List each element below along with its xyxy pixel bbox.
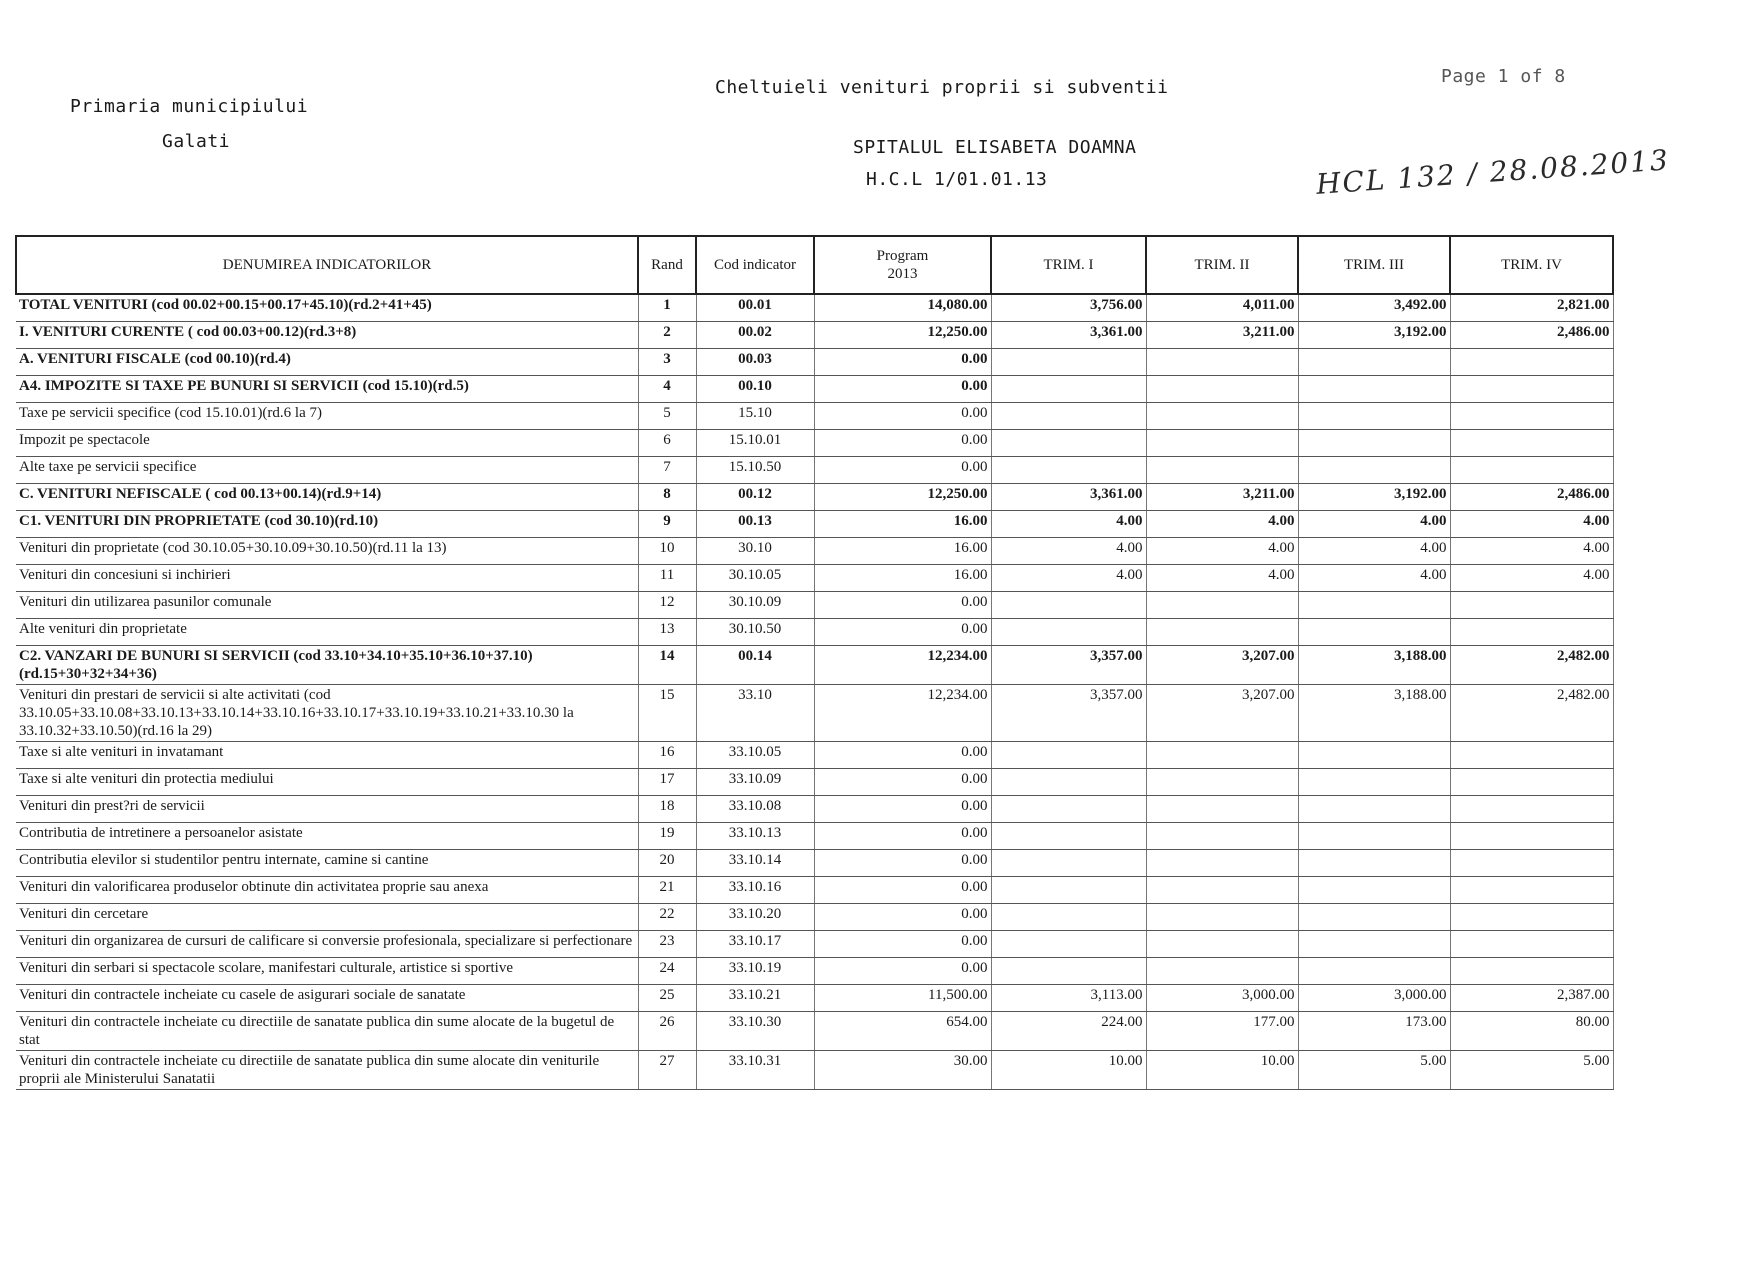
page-indicator: Page 1 of 8 (1441, 66, 1566, 87)
cell-trim1 (991, 592, 1146, 619)
col-header-trim1: TRIM. I (991, 236, 1146, 294)
cell-trim2 (1146, 931, 1298, 958)
cell-name: Contributia elevilor si studentilor pentru internate, camine si cantine (16, 850, 638, 877)
cell-trim4 (1450, 823, 1613, 850)
cell-trim1 (991, 349, 1146, 376)
table-row (16, 349, 1613, 376)
cell-trim1 (991, 376, 1146, 403)
col-header-trim2: TRIM. II (1146, 236, 1298, 294)
cell-cod: 33.10.31 (696, 1051, 814, 1090)
col-header-program (814, 236, 991, 294)
cell-trim1 (991, 850, 1146, 877)
cell-name: Alte taxe pe servicii specifice (16, 457, 638, 484)
cell-rand: 3 (638, 349, 696, 376)
cell-trim1 (991, 958, 1146, 985)
cell-trim3: 3,188.00 (1298, 646, 1450, 685)
cell-trim3: 4.00 (1298, 538, 1450, 565)
cell-trim3: 3,188.00 (1298, 685, 1450, 742)
col-header-name: DENUMIREA INDICATORILOR (16, 236, 638, 294)
cell-rand: 12 (638, 592, 696, 619)
table-row (16, 484, 1613, 511)
cell-trim3 (1298, 850, 1450, 877)
institution-city: Galati (162, 131, 231, 152)
cell-trim2: 3,000.00 (1146, 985, 1298, 1012)
table-row (16, 294, 1613, 322)
cell-rand: 5 (638, 403, 696, 430)
cell-program: 0.00 (814, 850, 991, 877)
cell-name: Venituri din organizarea de cursuri de calificare si conversie profesionala, specializare si perfectionare (16, 931, 638, 958)
cell-program: 16.00 (814, 538, 991, 565)
cell-trim2 (1146, 742, 1298, 769)
cell-trim4 (1450, 349, 1613, 376)
cell-name: Venituri din prestari de servicii si alte activitati (cod 33.10.05+33.10.08+33.10.13+33.10.14+33.10.16+33.10.17+33.10.19+33.10.21+33.10.30 la 33.10.32+33.10.50)(rd.16 la 29) (16, 685, 638, 742)
cell-program: 0.00 (814, 796, 991, 823)
table-header-row (16, 236, 1613, 294)
cell-cod: 33.10.20 (696, 904, 814, 931)
cell-trim1: 3,361.00 (991, 484, 1146, 511)
cell-program: 0.00 (814, 430, 991, 457)
cell-rand: 6 (638, 430, 696, 457)
cell-name: Venituri din concesiuni si inchirieri (16, 565, 638, 592)
cell-trim2 (1146, 958, 1298, 985)
cell-cod: 33.10.09 (696, 769, 814, 796)
cell-trim3 (1298, 742, 1450, 769)
cell-program: 11,500.00 (814, 985, 991, 1012)
cell-trim3 (1298, 931, 1450, 958)
cell-trim2: 4.00 (1146, 538, 1298, 565)
cell-name: Venituri din prest?ri de servicii (16, 796, 638, 823)
cell-trim3 (1298, 769, 1450, 796)
institution-name: Primaria municipiului (70, 96, 309, 117)
cell-cod: 33.10.13 (696, 823, 814, 850)
cell-name: Venituri din contractele incheiate cu directiile de sanatate publica din sume alocate de la bugetul de stat (16, 1012, 638, 1051)
cell-trim3 (1298, 823, 1450, 850)
cell-cod: 30.10.05 (696, 565, 814, 592)
cell-trim4 (1450, 592, 1613, 619)
cell-rand: 13 (638, 619, 696, 646)
table-row (16, 619, 1613, 646)
cell-program: 0.00 (814, 823, 991, 850)
cell-trim3: 3,192.00 (1298, 322, 1450, 349)
cell-program: 0.00 (814, 904, 991, 931)
cell-program: 654.00 (814, 1012, 991, 1051)
cell-cod: 00.03 (696, 349, 814, 376)
cell-cod: 00.13 (696, 511, 814, 538)
cell-rand: 20 (638, 850, 696, 877)
table-row (16, 403, 1613, 430)
cell-name: C1. VENITURI DIN PROPRIETATE (cod 30.10)(rd.10) (16, 511, 638, 538)
cell-trim4 (1450, 877, 1613, 904)
cell-trim2 (1146, 376, 1298, 403)
col-header-program-label: Program (876, 248, 929, 264)
cell-trim2: 177.00 (1146, 1012, 1298, 1051)
col-header-rand: Rand (638, 236, 696, 294)
table-row (16, 565, 1613, 592)
cell-trim2: 4,011.00 (1146, 294, 1298, 322)
cell-trim2 (1146, 619, 1298, 646)
cell-rand: 11 (638, 565, 696, 592)
table-row (16, 931, 1613, 958)
cell-name: Venituri din contractele incheiate cu directiile de sanatate publica din sume alocate din veniturile proprii ale Ministerului Sanatatii (16, 1051, 638, 1090)
cell-program: 16.00 (814, 565, 991, 592)
table-row (16, 796, 1613, 823)
cell-name: Venituri din serbari si spectacole scolare, manifestari culturale, artistice si sportive (16, 958, 638, 985)
cell-trim2 (1146, 430, 1298, 457)
cell-rand: 21 (638, 877, 696, 904)
col-header-trim3: TRIM. III (1298, 236, 1450, 294)
cell-name: A4. IMPOZITE SI TAXE PE BUNURI SI SERVICII (cod 15.10)(rd.5) (16, 376, 638, 403)
cell-program: 12,250.00 (814, 484, 991, 511)
cell-trim4: 5.00 (1450, 1051, 1613, 1090)
cell-name: Impozit pe spectacole (16, 430, 638, 457)
cell-trim3 (1298, 349, 1450, 376)
cell-trim3 (1298, 796, 1450, 823)
cell-trim1: 3,756.00 (991, 294, 1146, 322)
table-row (16, 538, 1613, 565)
cell-trim2: 10.00 (1146, 1051, 1298, 1090)
hcl-reference: H.C.L 1/01.01.13 (866, 169, 1048, 190)
table-row (16, 985, 1613, 1012)
cell-name: Venituri din valorificarea produselor obtinute din activitatea proprie sau anexa (16, 877, 638, 904)
cell-trim4 (1450, 376, 1613, 403)
cell-rand: 24 (638, 958, 696, 985)
cell-trim1: 4.00 (991, 511, 1146, 538)
cell-rand: 8 (638, 484, 696, 511)
cell-trim4: 2,821.00 (1450, 294, 1613, 322)
cell-program: 12,234.00 (814, 685, 991, 742)
cell-trim4: 2,482.00 (1450, 646, 1613, 685)
cell-name: Alte venituri din proprietate (16, 619, 638, 646)
cell-trim4 (1450, 796, 1613, 823)
cell-rand: 16 (638, 742, 696, 769)
cell-trim1 (991, 931, 1146, 958)
cell-program: 16.00 (814, 511, 991, 538)
cell-trim2: 3,211.00 (1146, 322, 1298, 349)
cell-cod: 15.10 (696, 403, 814, 430)
cell-program: 0.00 (814, 619, 991, 646)
cell-trim4: 2,387.00 (1450, 985, 1613, 1012)
cell-trim4 (1450, 457, 1613, 484)
cell-trim4: 4.00 (1450, 565, 1613, 592)
cell-name: Venituri din utilizarea pasunilor comunale (16, 592, 638, 619)
cell-rand: 19 (638, 823, 696, 850)
cell-rand: 14 (638, 646, 696, 685)
table-row (16, 592, 1613, 619)
table-row (16, 958, 1613, 985)
cell-name: Venituri din proprietate (cod 30.10.05+30.10.09+30.10.50)(rd.11 la 13) (16, 538, 638, 565)
cell-trim2: 3,211.00 (1146, 484, 1298, 511)
cell-trim1: 4.00 (991, 538, 1146, 565)
cell-trim2 (1146, 877, 1298, 904)
cell-program: 30.00 (814, 1051, 991, 1090)
cell-trim4: 80.00 (1450, 1012, 1613, 1051)
cell-cod: 15.10.50 (696, 457, 814, 484)
cell-program: 14,080.00 (814, 294, 991, 322)
cell-name: TOTAL VENITURI (cod 00.02+00.15+00.17+45.10)(rd.2+41+45) (16, 294, 638, 322)
cell-trim4: 4.00 (1450, 538, 1613, 565)
cell-program: 0.00 (814, 376, 991, 403)
cell-name: Venituri din cercetare (16, 904, 638, 931)
cell-trim4 (1450, 769, 1613, 796)
cell-trim1 (991, 877, 1146, 904)
cell-trim1 (991, 430, 1146, 457)
cell-trim3 (1298, 457, 1450, 484)
table-row (16, 877, 1613, 904)
document-title: Cheltuieli venituri proprii si subventii (715, 77, 1169, 98)
table-row (16, 457, 1613, 484)
cell-trim4 (1450, 619, 1613, 646)
cell-cod: 33.10.19 (696, 958, 814, 985)
cell-name: Contributia de intretinere a persoanelor asistate (16, 823, 638, 850)
cell-cod: 33.10.08 (696, 796, 814, 823)
cell-program: 0.00 (814, 349, 991, 376)
cell-trim1 (991, 823, 1146, 850)
cell-program: 12,250.00 (814, 322, 991, 349)
cell-cod: 15.10.01 (696, 430, 814, 457)
cell-cod: 30.10 (696, 538, 814, 565)
cell-cod: 00.14 (696, 646, 814, 685)
table-row (16, 1051, 1613, 1090)
cell-name: I. VENITURI CURENTE ( cod 00.03+00.12)(rd.3+8) (16, 322, 638, 349)
cell-trim2 (1146, 904, 1298, 931)
cell-rand: 2 (638, 322, 696, 349)
cell-program: 0.00 (814, 877, 991, 904)
cell-program: 0.00 (814, 742, 991, 769)
cell-trim2 (1146, 769, 1298, 796)
cell-trim4 (1450, 430, 1613, 457)
cell-rand: 9 (638, 511, 696, 538)
cell-trim3 (1298, 619, 1450, 646)
cell-name: Venituri din contractele incheiate cu casele de asigurari sociale de sanatate (16, 985, 638, 1012)
cell-trim3 (1298, 877, 1450, 904)
cell-trim3 (1298, 376, 1450, 403)
cell-trim4 (1450, 904, 1613, 931)
cell-trim4 (1450, 958, 1613, 985)
cell-program: 0.00 (814, 457, 991, 484)
cell-trim1: 224.00 (991, 1012, 1146, 1051)
cell-trim2 (1146, 403, 1298, 430)
cell-trim1 (991, 457, 1146, 484)
cell-program: 12,234.00 (814, 646, 991, 685)
cell-trim1: 4.00 (991, 565, 1146, 592)
cell-cod: 33.10.21 (696, 985, 814, 1012)
budget-table (15, 235, 1614, 1090)
cell-trim4: 4.00 (1450, 511, 1613, 538)
cell-trim4: 2,486.00 (1450, 322, 1613, 349)
handwritten-note: HCL 132 / 28.08.2013 (1315, 143, 1671, 201)
cell-rand: 23 (638, 931, 696, 958)
cell-name: A. VENITURI FISCALE (cod 00.10)(rd.4) (16, 349, 638, 376)
cell-program: 0.00 (814, 592, 991, 619)
cell-cod: 33.10.05 (696, 742, 814, 769)
cell-trim2: 3,207.00 (1146, 646, 1298, 685)
cell-cod: 30.10.09 (696, 592, 814, 619)
table-row (16, 769, 1613, 796)
cell-trim2: 4.00 (1146, 565, 1298, 592)
cell-name: C. VENITURI NEFISCALE ( cod 00.13+00.14)(rd.9+14) (16, 484, 638, 511)
table-row (16, 376, 1613, 403)
cell-trim1: 3,357.00 (991, 646, 1146, 685)
cell-rand: 10 (638, 538, 696, 565)
cell-trim4 (1450, 742, 1613, 769)
table-row (16, 430, 1613, 457)
cell-trim1 (991, 742, 1146, 769)
table-row (16, 322, 1613, 349)
table-row (16, 1012, 1613, 1051)
cell-name: Taxe pe servicii specifice (cod 15.10.01)(rd.6 la 7) (16, 403, 638, 430)
cell-trim1: 10.00 (991, 1051, 1146, 1090)
cell-cod: 00.12 (696, 484, 814, 511)
cell-program: 0.00 (814, 958, 991, 985)
table-row (16, 646, 1613, 685)
cell-rand: 15 (638, 685, 696, 742)
cell-trim3: 173.00 (1298, 1012, 1450, 1051)
cell-trim3 (1298, 592, 1450, 619)
cell-cod: 00.02 (696, 322, 814, 349)
cell-cod: 33.10.30 (696, 1012, 814, 1051)
cell-trim2: 3,207.00 (1146, 685, 1298, 742)
table-row (16, 742, 1613, 769)
cell-trim1 (991, 619, 1146, 646)
cell-trim4 (1450, 931, 1613, 958)
table-row (16, 850, 1613, 877)
cell-cod: 33.10 (696, 685, 814, 742)
unit-name: SPITALUL ELISABETA DOAMNA (853, 137, 1137, 158)
col-header-cod: Cod indicator (696, 236, 814, 294)
cell-trim2 (1146, 823, 1298, 850)
cell-rand: 27 (638, 1051, 696, 1090)
cell-rand: 22 (638, 904, 696, 931)
cell-trim1 (991, 796, 1146, 823)
cell-cod: 33.10.16 (696, 877, 814, 904)
cell-trim3 (1298, 958, 1450, 985)
cell-trim1 (991, 403, 1146, 430)
table-row (16, 685, 1613, 742)
cell-cod: 33.10.14 (696, 850, 814, 877)
table-row (16, 904, 1613, 931)
cell-trim3 (1298, 403, 1450, 430)
cell-trim4 (1450, 403, 1613, 430)
cell-trim3 (1298, 430, 1450, 457)
cell-rand: 7 (638, 457, 696, 484)
col-header-trim4: TRIM. IV (1450, 236, 1613, 294)
cell-trim3: 3,492.00 (1298, 294, 1450, 322)
cell-cod: 00.10 (696, 376, 814, 403)
cell-name: Taxe si alte venituri din protectia mediului (16, 769, 638, 796)
cell-name: Taxe si alte venituri in invatamant (16, 742, 638, 769)
cell-trim1: 3,357.00 (991, 685, 1146, 742)
cell-trim2 (1146, 796, 1298, 823)
cell-trim3 (1298, 904, 1450, 931)
cell-trim3: 3,192.00 (1298, 484, 1450, 511)
cell-program: 0.00 (814, 403, 991, 430)
cell-trim2 (1146, 349, 1298, 376)
cell-trim2 (1146, 850, 1298, 877)
cell-rand: 25 (638, 985, 696, 1012)
cell-cod: 00.01 (696, 294, 814, 322)
table-row (16, 823, 1613, 850)
cell-program: 0.00 (814, 769, 991, 796)
cell-cod: 33.10.17 (696, 931, 814, 958)
cell-trim4: 2,482.00 (1450, 685, 1613, 742)
cell-name: C2. VANZARI DE BUNURI SI SERVICII (cod 33.10+34.10+35.10+36.10+37.10)(rd.15+30+32+34+36) (16, 646, 638, 685)
cell-trim4 (1450, 850, 1613, 877)
table-row (16, 511, 1613, 538)
cell-rand: 18 (638, 796, 696, 823)
cell-trim4: 2,486.00 (1450, 484, 1613, 511)
cell-trim3: 3,000.00 (1298, 985, 1450, 1012)
cell-trim1: 3,361.00 (991, 322, 1146, 349)
cell-trim1 (991, 769, 1146, 796)
cell-program: 0.00 (814, 931, 991, 958)
cell-trim2 (1146, 457, 1298, 484)
cell-rand: 17 (638, 769, 696, 796)
cell-rand: 26 (638, 1012, 696, 1051)
cell-trim2 (1146, 592, 1298, 619)
cell-trim1 (991, 904, 1146, 931)
cell-trim3: 4.00 (1298, 565, 1450, 592)
cell-trim3: 5.00 (1298, 1051, 1450, 1090)
cell-trim2: 4.00 (1146, 511, 1298, 538)
cell-cod: 30.10.50 (696, 619, 814, 646)
cell-rand: 4 (638, 376, 696, 403)
cell-rand: 1 (638, 294, 696, 322)
cell-trim3: 4.00 (1298, 511, 1450, 538)
col-header-program-year: 2013 (887, 266, 918, 282)
cell-trim1: 3,113.00 (991, 985, 1146, 1012)
